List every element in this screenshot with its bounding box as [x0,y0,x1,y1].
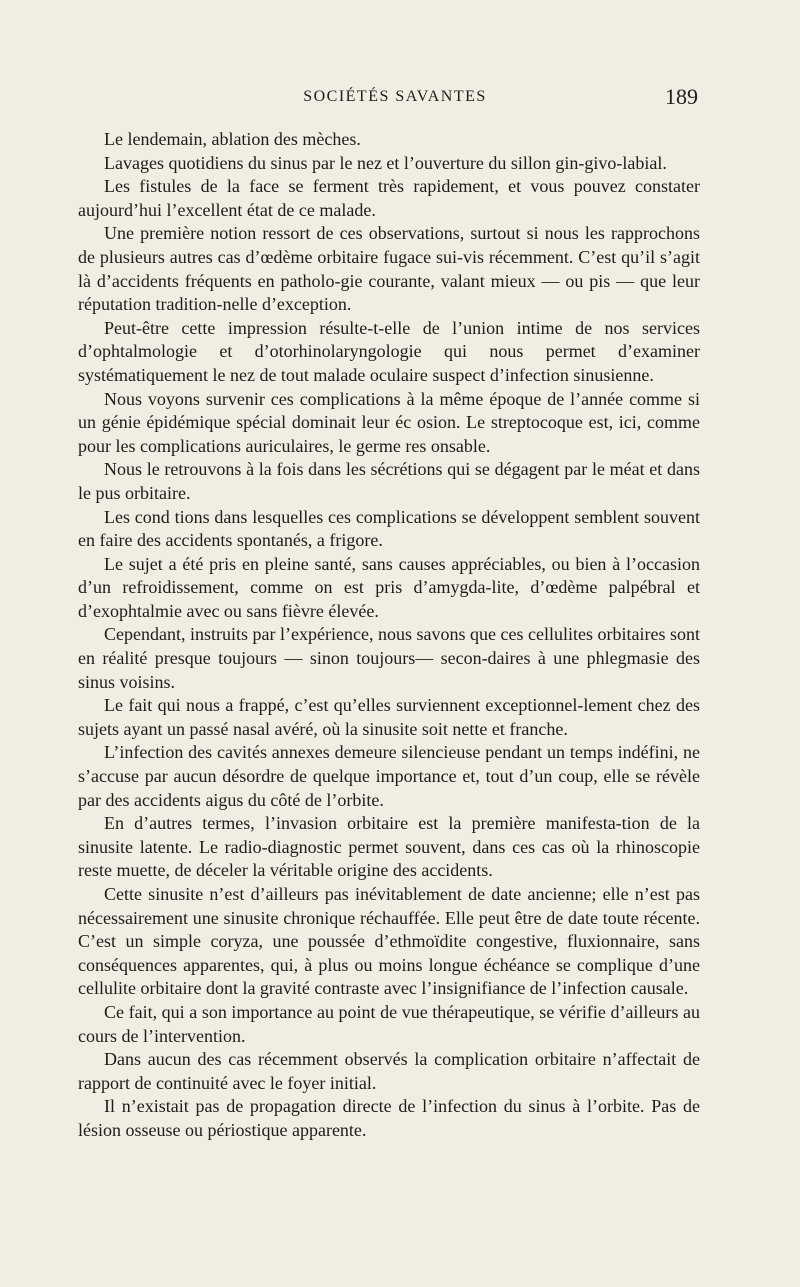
running-title: SOCIÉTÉS SAVANTES [303,88,487,105]
paragraph: Les fistules de la face se ferment très rapidement, et vous pouvez constater aujourd’hui l’excellent état de ce malade. [78,176,700,220]
paragraph: Nous le retrouvons à la fois dans les sécrétions qui se dégagent par le méat et dans le pus orbitaire. [78,459,700,503]
paragraph: Il n’existait pas de propagation directe de l’infection du sinus à l’orbite. Pas de lésion osseuse ou périostique apparente. [78,1096,700,1140]
paragraph: Peut-être cette impression résulte-t-elle de l’union intime de nos services d’ophtalmologie et d’otorhinolaryngologie qui nous permet d’examiner systématiquement le nez de tout malade oculaire suspect d’infection sinusienne. [78,317,700,385]
paragraph: En d’autres termes, l’invasion orbitaire est la première manifesta-tion de la sinusite latente. Le radio-diagnostic permet souvent, dans ces cas où la rhinoscopie reste muette, de déceler la véritable origine des accidents. [78,813,700,881]
paragraph: Le lendemain, ablation des mèches. [104,129,361,149]
paragraph: Le sujet a été pris en pleine santé, sans causes appréciables, ou bien à l’occasion d’un refroidissement, comme on est pris d’amygda-lite, d’œdème palpébral et d’exophtalmie avec ou sans fièvre élevée. [78,553,700,621]
page-number: 189 [665,84,698,109]
paragraph: Une première notion ressort de ces observations, surtout si nous les rapprochons de plusieurs autres cas d’œdème orbitaire fugace sui-vis récemment. C’est qu’il s’agit là d’accidents fréquents en patholo-gie courante, valant mieux — ou pis — que leur réputation tradition-nelle d’exception. [78,223,700,315]
paragraph: Ce fait, qui a son importance au point de vue thérapeutique, se vérifie d’ailleurs au cours de l’intervention. [78,1001,700,1046]
paragraph: Dans aucun des cas récemment observés la complication orbitaire n’affectait de rapport de continuité avec le foyer initial. [78,1049,700,1093]
paragraph: Cependant, instruits par l’expérience, nous savons que ces cellulites orbitaires sont en réalité presque toujours — sinon toujours— secon-daires à une phlegmasie des sinus voisins. [78,624,700,692]
paragraph: Les cond tions dans lesquelles ces complications se développent semblent souvent en faire des accidents spontanés, a frigore. [78,506,700,551]
paragraph: Le fait qui nous a frappé, c’est qu’elles surviennent exceptionnel-lement chez des sujets ayant un passé nasal avéré, où la sinusite soit nette et franche. [78,695,700,739]
paragraph: Lavages quotidiens du sinus par le nez et l’ouverture du sillon gin-givo-labial. [104,152,667,173]
body-text [78,128,700,1143]
page-header [78,86,702,112]
paragraph: Cette sinusite n’est d’ailleurs pas inévitablement de date ancienne; elle n’est pas nécessairement une sinusite chronique réchauffée. Elle peut être de date toute récente. C’est un simple coryza, une poussée d’ethmoïdite congestive, fluxionnaire, sans conséquences apparentes, qui, à plus ou moins longue échéance se complique d’une cellulite orbitaire dont la gravité contraste avec l’insignifiance de l’infection causale. [78,884,700,999]
paragraph: L’infection des cavités annexes demeure silencieuse pendant un temps indéfini, ne s’accuse par aucun désordre de quelque importance et, tout d’un coup, elle se révèle par des accidents aigus du côté de l’orbite. [78,742,700,810]
paragraph: Nous voyons survenir ces complications à la même époque de l’année comme si un génie épidémique spécial dominait leur éc osion. Le streptocoque est, ici, comme pour les complications auriculaires, le germe res onsable. [78,388,700,456]
